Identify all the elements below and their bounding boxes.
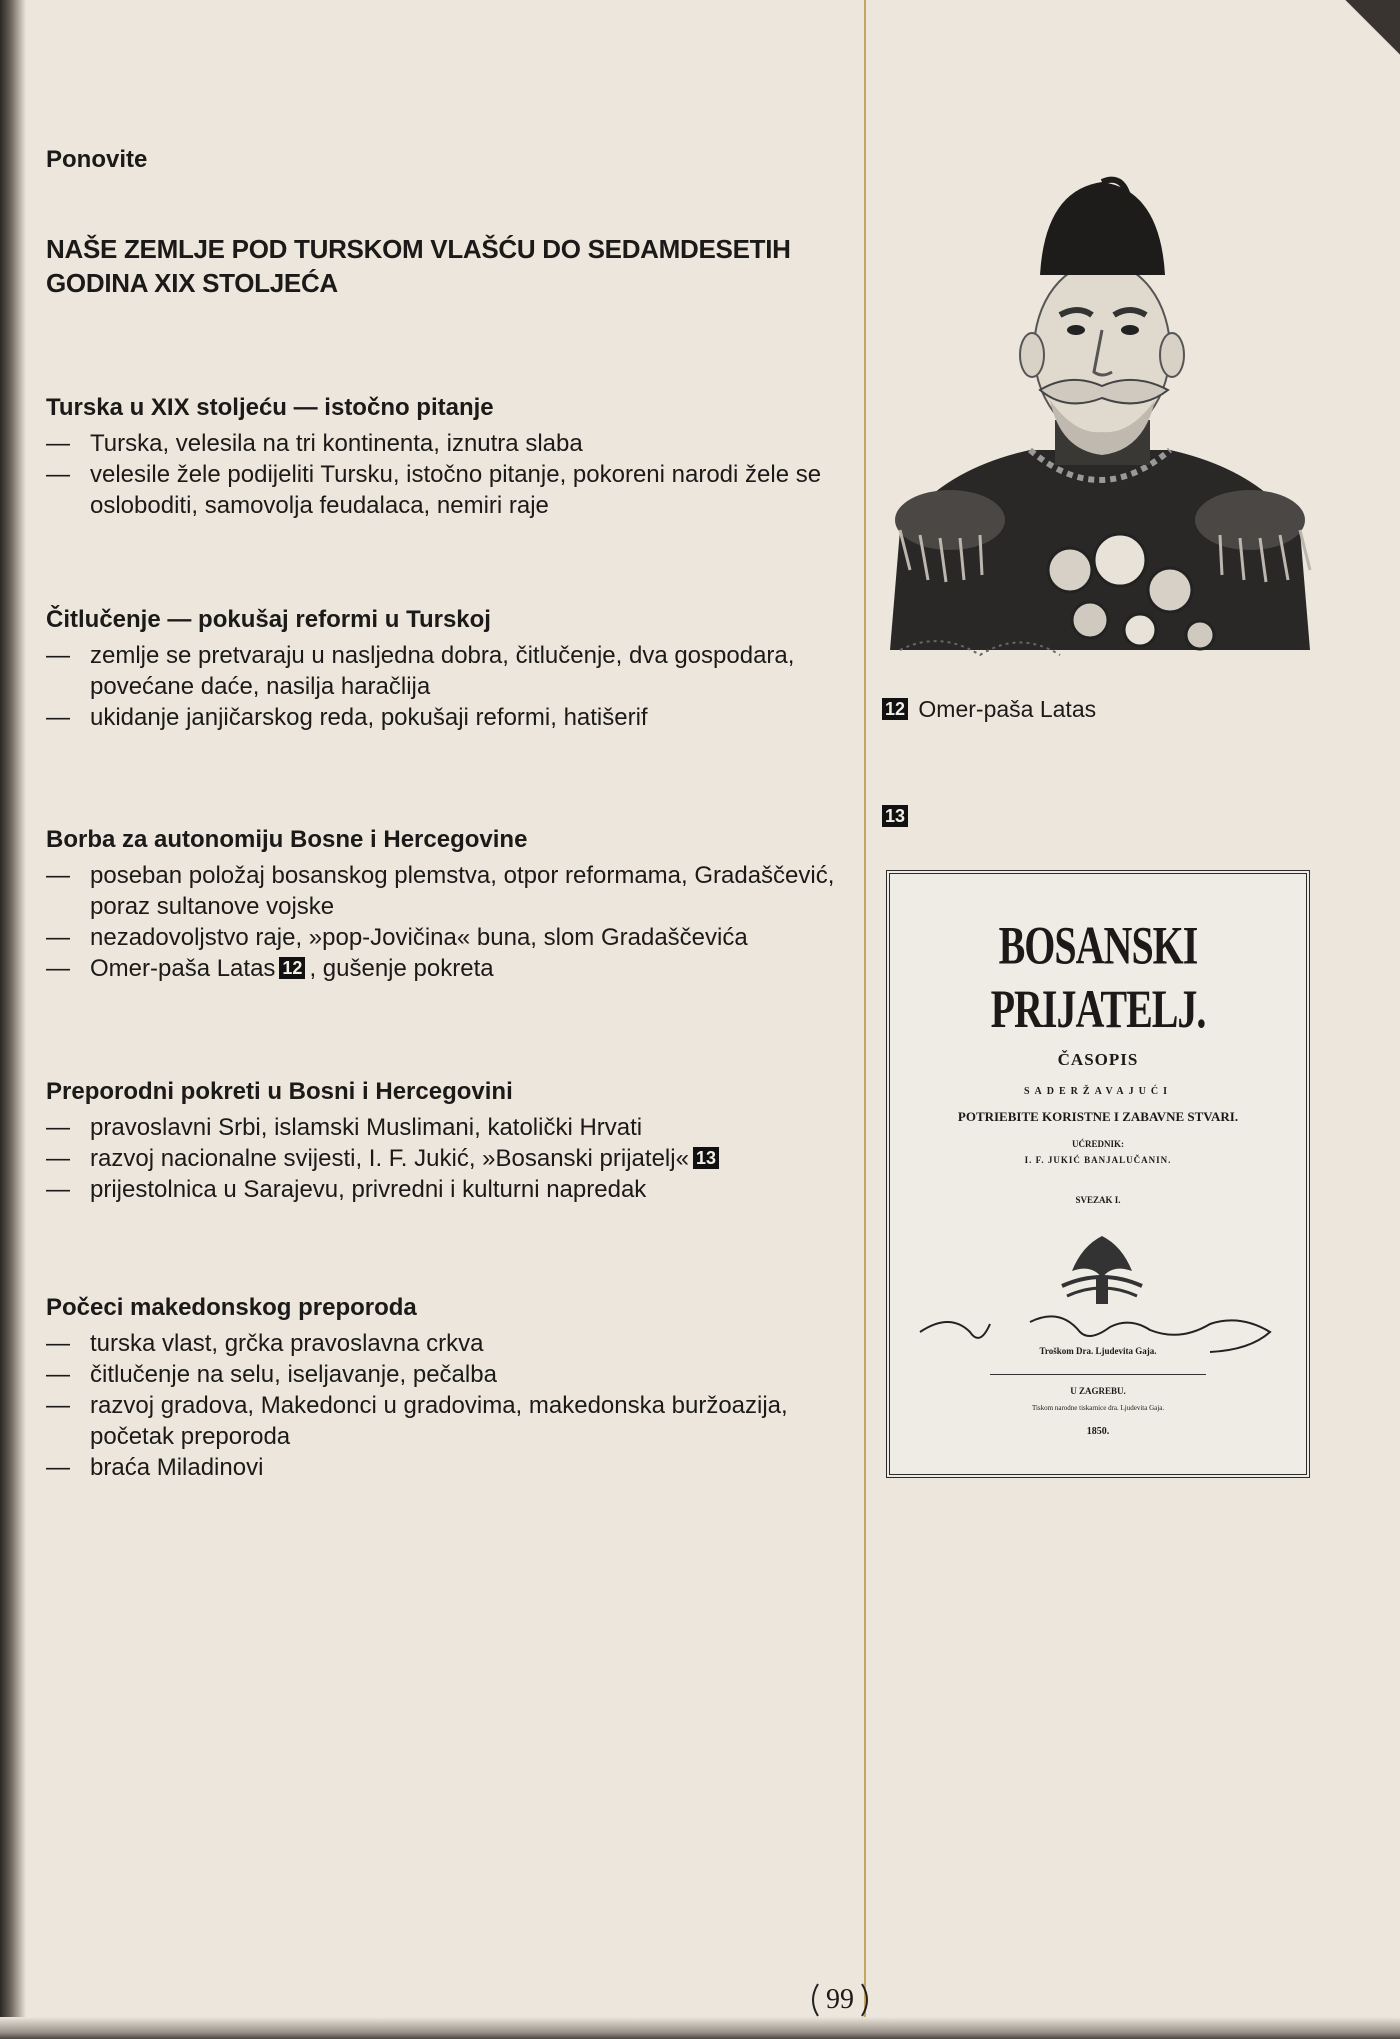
figure-number-badge: 12 (882, 698, 908, 720)
section-heading: Počeci makedonskog preporoda (46, 1294, 417, 1321)
journal-cover-bosanski-prijatelj (886, 870, 1310, 1478)
journal-title: BOSANSKI PRIJATELJ. (990, 914, 1206, 1040)
list-item: — pravoslavni Srbi, islamski Muslimani, katolički Hrvati (46, 1114, 643, 1141)
section-heading: Borba za autonomiju Bosne i Hercegovine (46, 826, 528, 853)
figure-13-label (882, 805, 912, 829)
journal-editor: I. F. JUKIĆ BANJALUČANIN. (1024, 1155, 1172, 1165)
list-item: — velesile žele podijeliti Tursku, istočno pitanje, pokoreni narodi žele se osloboditi, samovolja feudalaca, nemiri raje (46, 461, 822, 519)
column-divider (864, 0, 866, 2039)
page-title: NAŠE ZEMLJE POD TURSKOM VLAŠĆU DO SEDAMDESETIH GODINA XIX STOLJEĆA (46, 234, 791, 298)
section-heading: Preporodni pokreti u Bosni i Hercegovini (46, 1078, 513, 1105)
list-item: — turska vlast, grčka pravoslavna crkva (46, 1330, 484, 1357)
journal-emblem-icon (1052, 1216, 1152, 1316)
journal-line: POTRIEBITE KORISTNE I ZABAVNE STVARI. (957, 1109, 1239, 1124)
list-item: — zemlje se pretvaraju u nasljedna dobra, čitlučenje, dva gospodara, povećane daće, nasilja haračlija (46, 642, 795, 700)
journal-volume: SVEZAK I. (1075, 1195, 1121, 1205)
list-item: — poseban položaj bosanskog plemstva, otpor reformama, Gradaščević, poraz sultanove vojske (46, 862, 835, 920)
figure-ref-badge: 13 (693, 1147, 719, 1169)
list-item: — prijestolnica u Sarajevu, privredni i kulturni napredak (46, 1176, 647, 1203)
list-item: — razvoj gradova, Makedonci u gradovima, makedonska buržoazija, početak preporoda (46, 1392, 788, 1450)
list-item: — razvoj nacionalne svijesti, I. F. Jukić, »Bosanski prijatelj« 13 (46, 1143, 846, 1174)
figure-number-badge: 13 (882, 805, 908, 827)
list-item: — čitlučenje na selu, iseljavanje, pečalba (46, 1361, 497, 1388)
portrait-omer-pasa-latas (880, 150, 1320, 670)
journal-edited-label: UĆREDNIK: (1071, 1139, 1124, 1149)
page-bottom-edge (0, 2017, 1400, 2039)
list-item: — braća Miladinovi (46, 1454, 264, 1481)
section-heading: Turska u XIX stoljeću — istočno pitanje (46, 394, 494, 421)
page-binding-shadow (0, 0, 26, 2039)
caption-text: Omer-paša Latas (918, 696, 1097, 722)
section-macedonian-revival (46, 1292, 846, 1483)
journal-subtitle: ČASOPIS (1057, 1050, 1139, 1069)
journal-printer: Troškom Dra. Ljudevita Gaja. (1039, 1346, 1157, 1356)
section-heading: Čitlučenje — pokušaj reformi u Turskoj (46, 606, 491, 633)
section-national-revival (46, 1076, 846, 1205)
journal-year: 1850. (1086, 1426, 1110, 1437)
section-ottoman-empire (46, 392, 846, 521)
list-item: — Turska, velesila na tri kontinenta, iznutra slaba (46, 430, 583, 457)
figure-ref-badge: 12 (279, 957, 305, 979)
figure-12-caption (882, 696, 1096, 723)
list-item: — nezadovoljstvo raje, »pop-Jovičina« buna, slom Gradaščevića (46, 924, 748, 951)
journal-divider (990, 1374, 1206, 1375)
page-corner-fold (1340, 0, 1400, 60)
section-citlucenje (46, 604, 846, 733)
review-label: Ponovite (46, 146, 148, 173)
journal-line: SADERŽAVAJUĆI (1024, 1086, 1172, 1097)
journal-press: Tiskom narodne tiskarnice dra. Ljudevita Gaja. (1031, 1404, 1165, 1412)
list-item: — Omer-paša Latas 12 , gušenje pokreta (46, 955, 494, 982)
section-bosnia-autonomy (46, 824, 846, 984)
page-number-bracket-icon (808, 1980, 872, 2020)
journal-place: U ZAGREBU. (1070, 1386, 1126, 1396)
page-number: 99 (808, 1980, 872, 2020)
list-item: — ukidanje janjičarskog reda, pokušaji reformi, hatišerif (46, 704, 648, 731)
